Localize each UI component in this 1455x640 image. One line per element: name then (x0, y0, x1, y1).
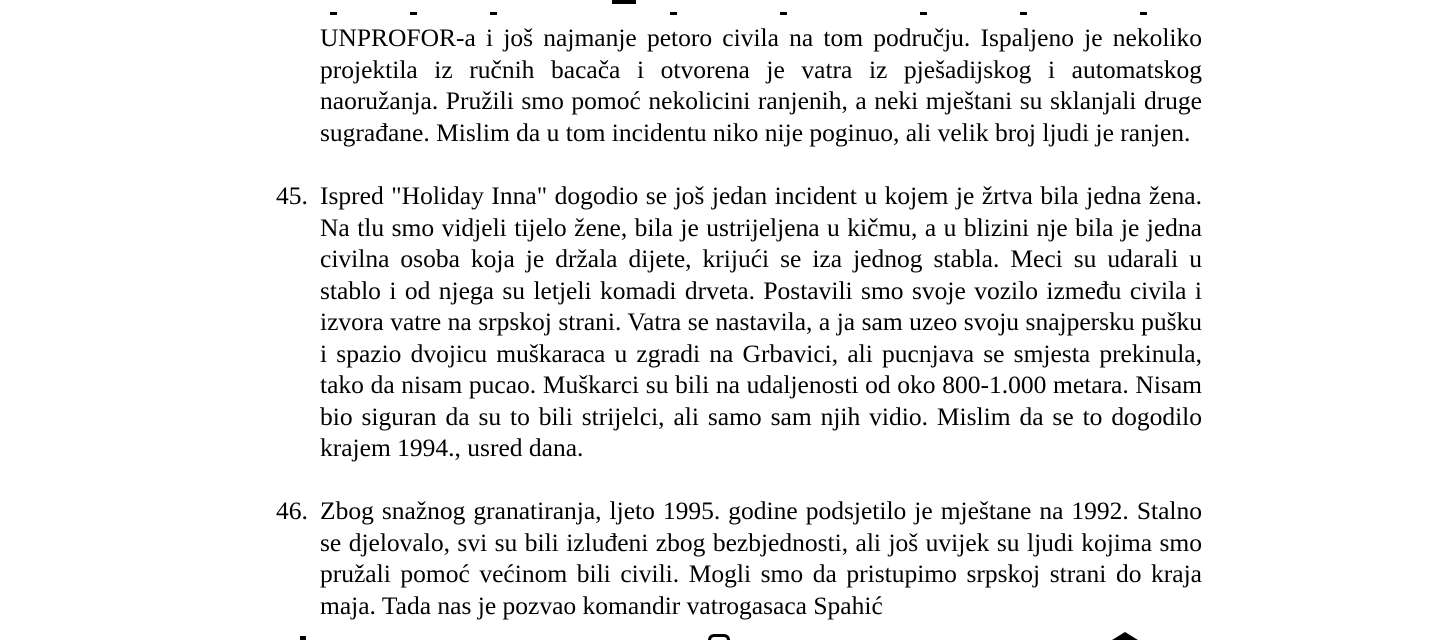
text-fragment (1140, 12, 1147, 15)
paragraph-46: Zbog snažnog granatiranja, ljeto 1995. godine podsjetilo je mještane na 1992. Stalno se djelovalo, svi su bili izluđeni zbog bezbjednosti, ali još uvijek su ljudi kojima smo pružali pomoć većinom bili civili. Mogli smo da pristupimo srpskoj strani do kraja maja. Tada nas je pozvao komandir vatrogasaca Spahić (320, 496, 1202, 620)
paragraph-continuation: UNPROFOR-a i još najmanje petoro civila na tom području. Ispaljeno je nekoliko projektila iz ručnih bacača i otvorena je vatra iz pješadijskog i automatskog naoružanja. Pružili smo pomoć nekolicini ranjenih, a neki mještani su sklanjali druge sugrađane. Mislim da u tom incidentu niko nije poginuo, ali velik broj ljudi je ranjen. (320, 23, 1202, 147)
text-fragment (780, 12, 787, 15)
paragraph-number: 45. (276, 181, 308, 210)
text-fragment (1020, 12, 1027, 15)
text-fragment (670, 12, 677, 15)
clipped-previous-line (320, 0, 1202, 22)
paragraph-number: 46. (276, 496, 308, 525)
text-fragment (490, 12, 497, 15)
text-fragment (410, 12, 417, 15)
text-fragment (330, 12, 337, 15)
text-fragment (1112, 632, 1138, 640)
paragraph-45: Ispred "Holiday Inna" dogodio se još jedan incident u kojem je žrtva bila jedna žena. Na tlu smo vidjeli tijelo žene, bila je ustrijeljena u kičmu, a u blizini nje bila je jedna civilna osoba koja je držala dijete, krijući se iza jednog stabla. Meci su udarali u stablo i od njega su letjeli komadi drveta. Postavili smo svoje vozilo između civila i izvora vatre na srpskoj strani. Vatra se nastavila, a ja sam uzeo svoju snajpersku pušku i spazio dvojicu muškaraca u zgradi na Grbavici, ali pucnjava se smjesta prekinula, tako da nisam pucao. Muškarci su bili na udaljenosti od oko 800-1.000 metara. Nisam bio siguran da su to bili strijelci, ali samo sam njih vidio. Mislim da se to dogodilo krajem 1994., usred dana. (320, 181, 1202, 462)
header-mark (612, 0, 636, 4)
text-fragment (300, 636, 306, 640)
text-fragment (920, 12, 927, 15)
text-fragment (708, 634, 730, 640)
